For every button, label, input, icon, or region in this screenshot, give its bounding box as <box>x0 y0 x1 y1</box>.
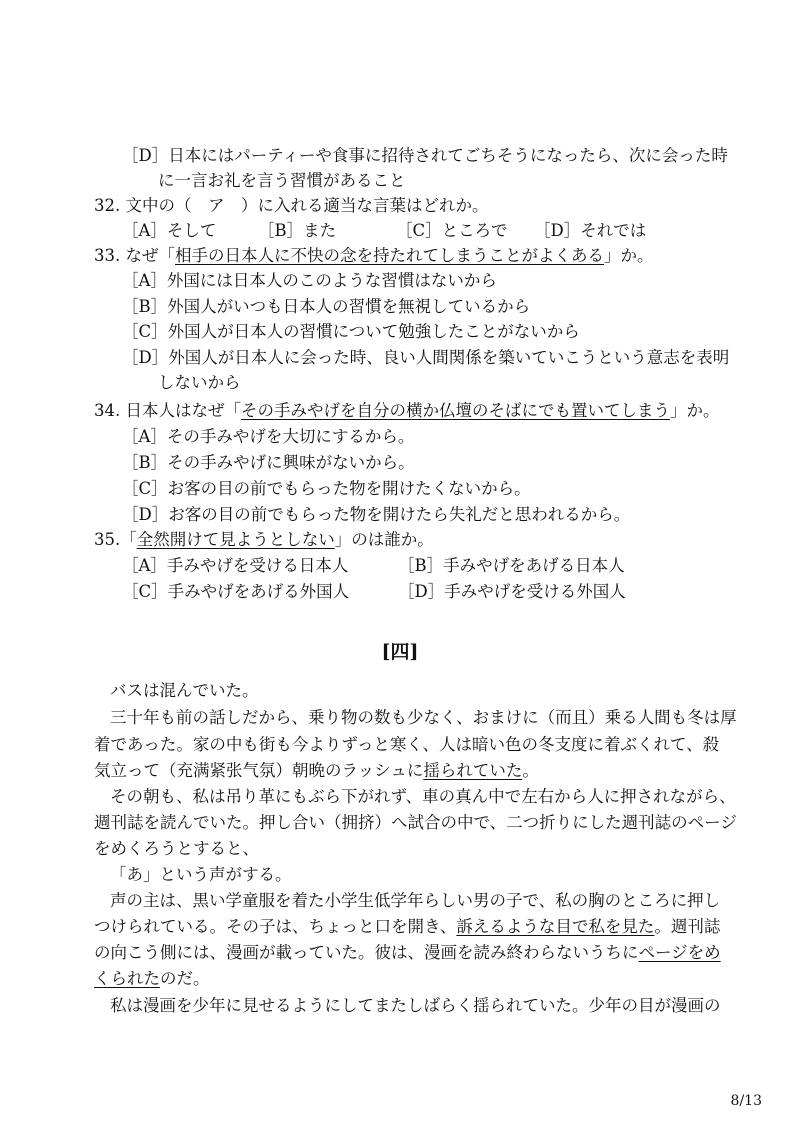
passage-p3-line3: をめくろうとすると、 <box>94 839 259 858</box>
q35-underlined-phrase: 全然開けて見ようとしない <box>136 530 335 549</box>
section-heading: [四] <box>381 641 419 663</box>
q34-option-d: ［D］お客の目の前でもらった物を開けたら失礼だと思われるから。 <box>122 505 631 524</box>
q35-stem <box>94 529 434 551</box>
q33-option-a: ［A］外国には日本人のこのような習慣はないから <box>122 271 497 290</box>
passage-p5-line2 <box>94 916 720 938</box>
passage-underline-yurareteita: 揺られていた <box>423 761 523 780</box>
passage-p2-line3-pre: 気立って（充满紧张气氛）朝晩のラッシュに <box>94 761 424 780</box>
q32-stem: 32. 文中の（ ア ）に入れる適当な言葉はどれか。 <box>94 196 489 215</box>
q32-option-a: ［A］そして <box>122 221 217 240</box>
passage-p5-line3 <box>94 942 721 964</box>
passage-p2-line3 <box>94 760 539 782</box>
q33-underlined-phrase: 相手の日本人に不快の念を持たれてしまうことがよくある <box>175 246 604 265</box>
q34-underlined-phrase: その手みやげを自分の横か仏壇のそばにでも置いてしまう <box>241 401 670 420</box>
passage-p2-line1: 三十年も前の話しだから、乗り物の数も少なく、おまけに（而且）乗る人間も冬は厚 <box>110 708 737 727</box>
q32-option-b: ［B］また <box>258 221 337 240</box>
q35-option-a: ［A］手みやげを受ける日本人 <box>122 556 349 575</box>
q32-option-c: ［C］ところで <box>396 221 508 240</box>
passage-p4: 「あ」という声がする。 <box>110 865 292 884</box>
q34-stem <box>94 400 720 422</box>
q34-stem-pre: 34. 日本人はなぜ「 <box>94 401 241 420</box>
q33-stem <box>94 245 654 267</box>
q34-option-a: ［A］その手みやげを大切にするから。 <box>122 427 415 446</box>
q33-stem-pre: 33. なぜ「 <box>94 246 175 265</box>
q31-option-d-line2: に一言お礼を言う習慣があること <box>158 171 406 190</box>
passage-p5-line2-post: 。週刊誌 <box>654 917 721 936</box>
passage-p3-line2: 週刊誌を読んでいた。押し合い（拥挤）へ試合の中で、二つ折りにした週刊誌のページ <box>94 813 737 832</box>
passage-p3-line1: その朝も、私は吊り革にもぶら下がれず、車の真ん中で左右から人に押されながら、 <box>110 787 736 806</box>
q31-option-d-line1: ［D］日本にはパーティーや食事に招待されてごちそうになったら、次に会った時 <box>122 146 728 165</box>
q34-option-b: ［B］その手みやげに興味がないから。 <box>122 453 415 472</box>
q34-stem-post: 」か。 <box>670 401 720 420</box>
q33-option-c: ［C］外国人が日本人の習慣について勉強したことがないから <box>122 322 580 341</box>
passage-underline-page-me: ページをめ <box>638 943 721 962</box>
passage-p5-line1: 声の主は、黒い学童服を着た小学生低学年らしい男の子で、私の胸のところに押し <box>110 891 721 910</box>
passage-p2-line2: 着であった。家の中も街も今よりずっと寒く、人は暗い色の冬支度に着ぶくれて、殺 <box>94 735 720 754</box>
passage-p1: バスは混んでいた。 <box>110 681 259 700</box>
passage-p5-line4 <box>94 968 210 990</box>
q35-stem-post: 」のは誰か。 <box>334 530 434 549</box>
passage-p6: 私は漫画を少年に見せるようにしてまたしばらく揺られていた。少年の目が漫画の <box>110 996 721 1015</box>
q33-stem-post: 」か。 <box>604 246 654 265</box>
q35-stem-pre: 35.「 <box>94 530 137 549</box>
passage-p5-line4-post: のだ。 <box>160 969 210 988</box>
q33-option-d-cont: しないから <box>158 373 241 392</box>
q35-option-d: ［D］手みやげを受ける外国人 <box>398 582 626 601</box>
page-number: 8/13 <box>730 1093 762 1109</box>
q35-option-c: ［C］手みやげをあげる外国人 <box>122 582 350 601</box>
passage-p5-line3-pre: の向こう側には、漫画が載っていた。彼は、漫画を読み終わらないうちに <box>94 943 639 962</box>
passage-underline-uttaeru: 訴えるような目で私を見た <box>456 917 655 936</box>
q35-option-b: ［B］手みやげをあげる日本人 <box>398 556 625 575</box>
passage-underline-kurareta: くられた <box>94 969 160 988</box>
q33-option-b: ［B］外国人がいつも日本人の習慣を無視しているから <box>122 297 531 316</box>
q34-option-c: ［C］お客の目の前でもらった物を開けたくないから。 <box>122 479 531 498</box>
q32-option-d: ［D］それでは <box>534 221 647 240</box>
q33-option-d: ［D］外国人が日本人に会った時、良い人間関係を築いていこうという意志を表明 <box>122 348 730 367</box>
passage-p2-line3-post: 。 <box>522 761 539 780</box>
passage-p5-line2-pre: つけられている。その子は、ちょっと口を開き、 <box>94 917 457 936</box>
